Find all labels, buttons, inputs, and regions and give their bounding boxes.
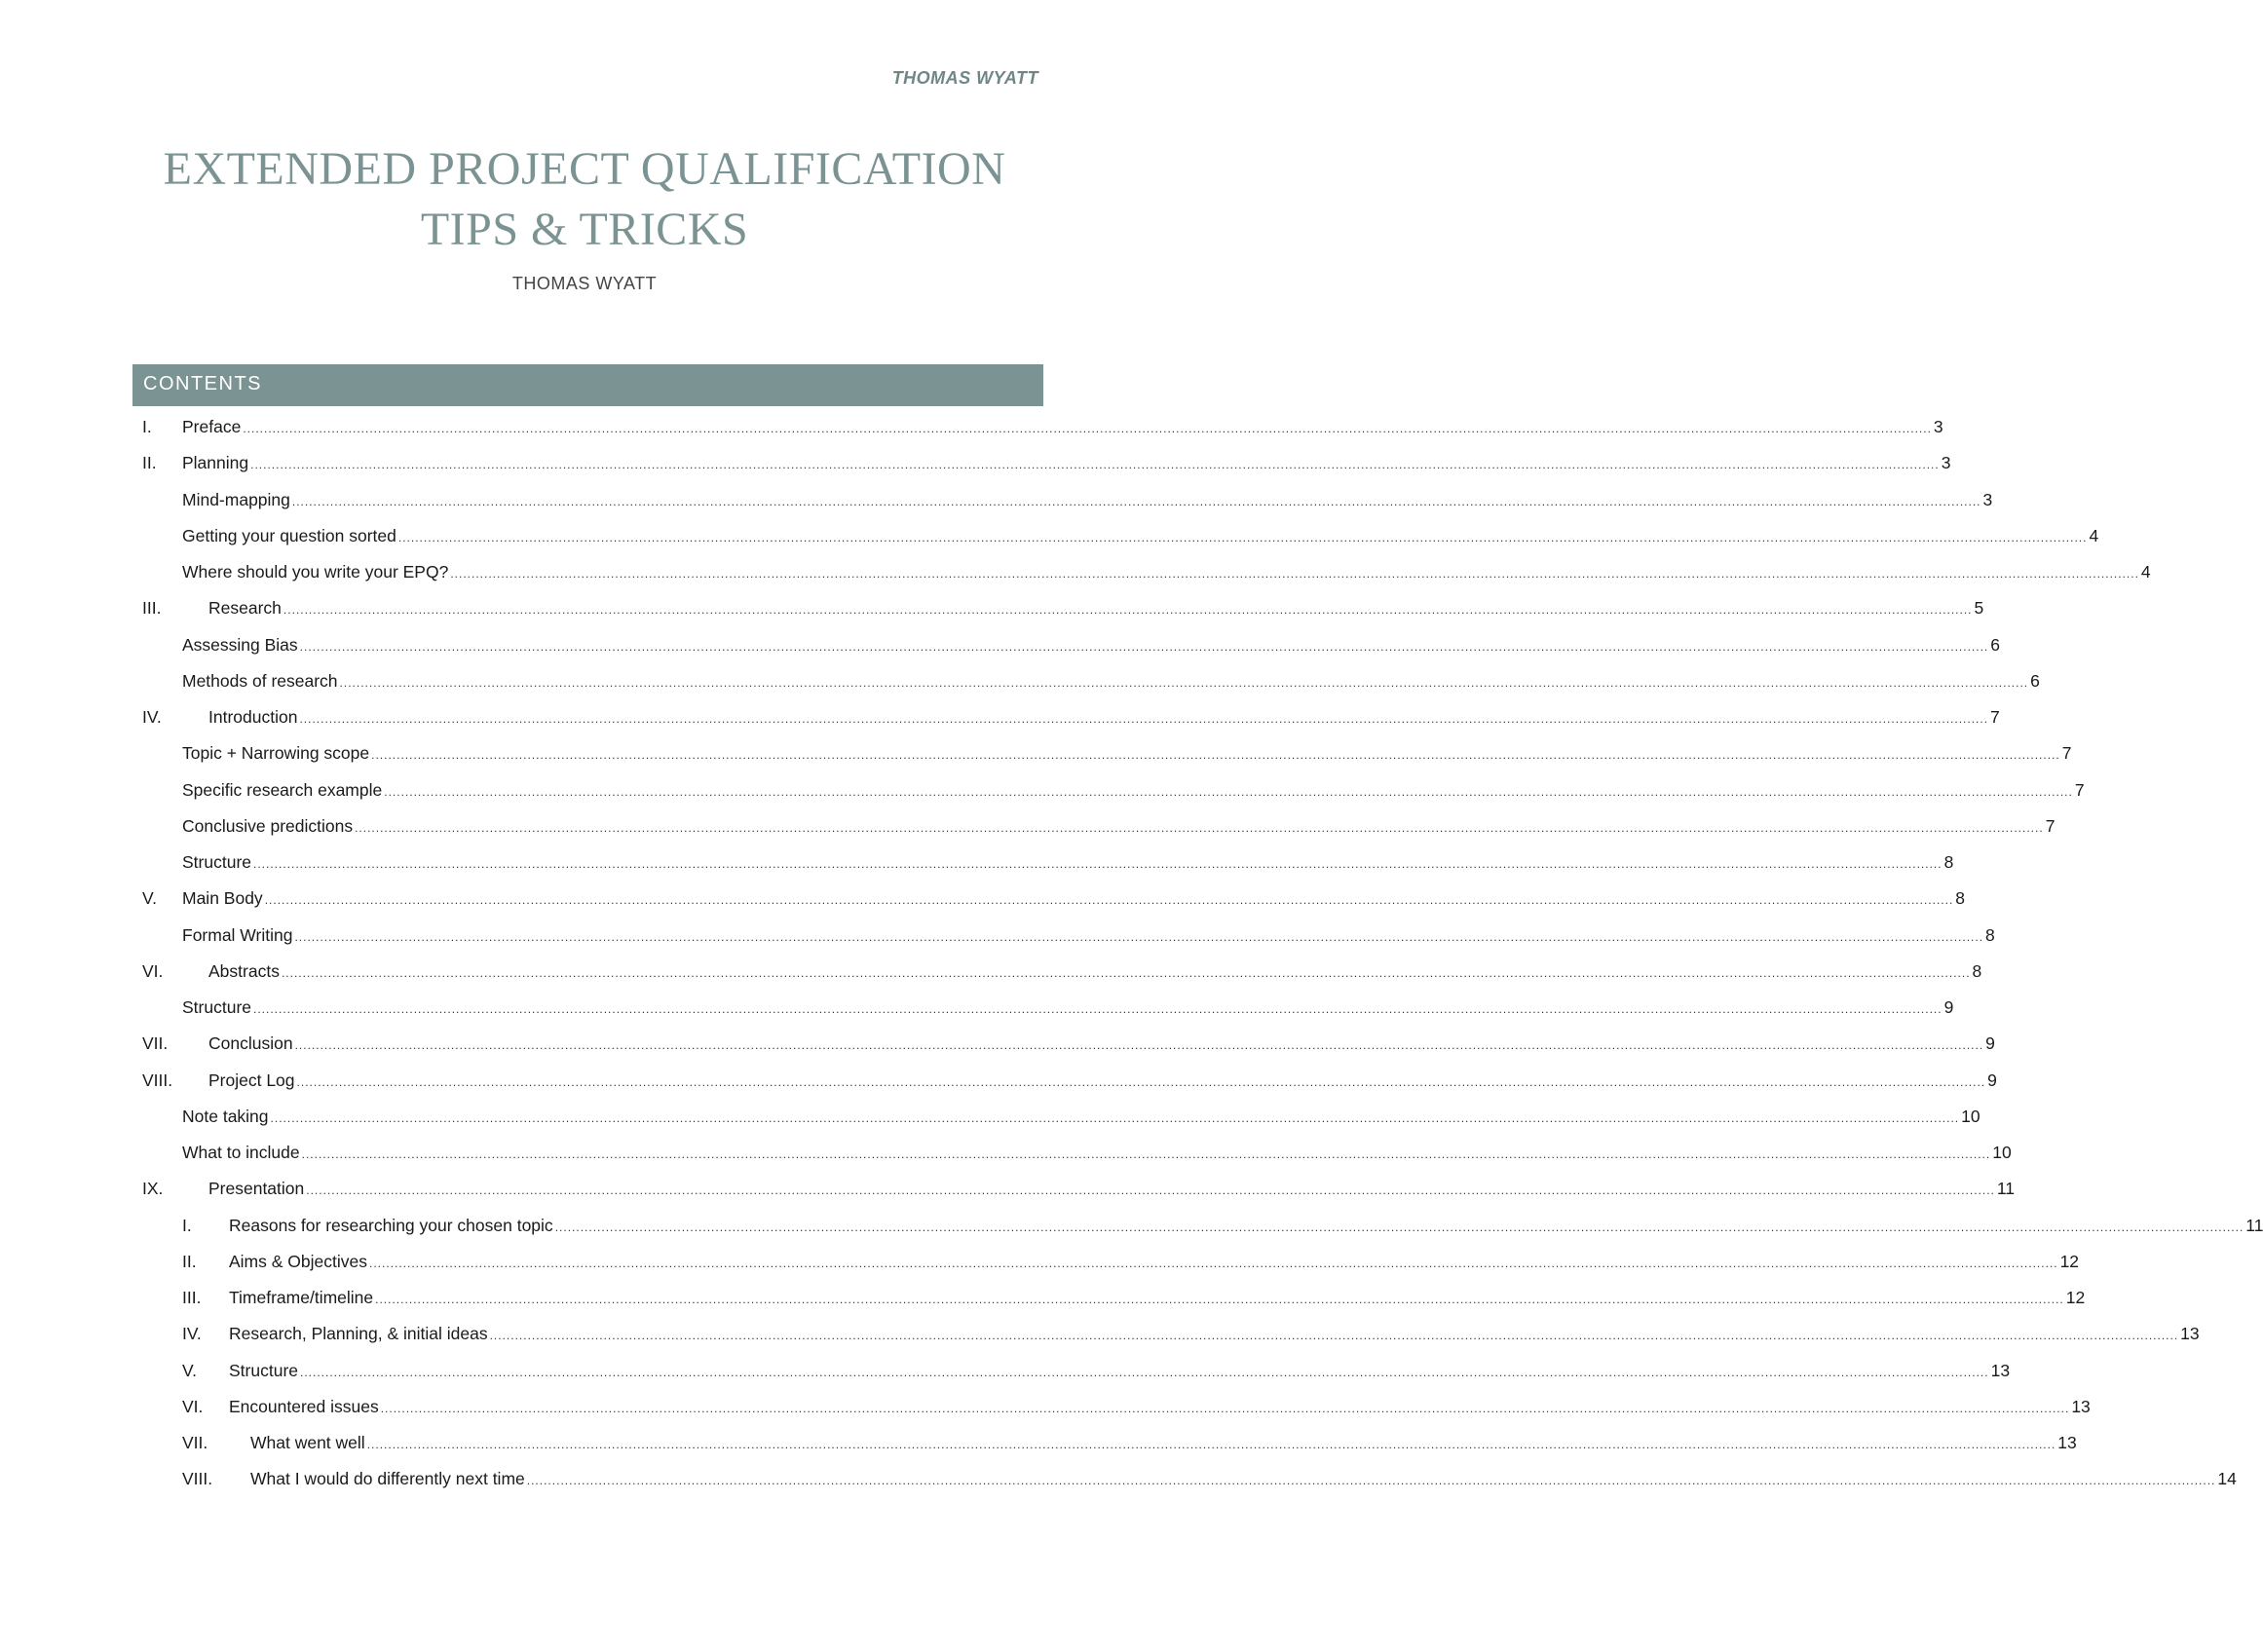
- toc-entry[interactable]: [0, 808, 2056, 845]
- toc-entry-page-number: 3: [1941, 453, 1951, 473]
- table-of-contents: [0, 409, 2263, 1498]
- contents-heading-bar: [132, 364, 1043, 406]
- toc-entry-number: II.: [142, 453, 157, 473]
- toc-dot-leader: ................................................................................................................................................................................................................................................................................................................................................................................................................: [281, 965, 1971, 980]
- toc-entry-line: [182, 562, 2151, 582]
- toc-dot-leader: ................................................................................................................................................................................................................................................................................................................................................................................................................: [243, 422, 1932, 435]
- toc-dot-leader: ................................................................................................................................................................................................................................................................................................................................................................................................................: [300, 1365, 1989, 1379]
- toc-entry-number: IX.: [142, 1179, 164, 1199]
- toc-dot-leader: ................................................................................................................................................................................................................................................................................................................................................................................................................: [294, 929, 1984, 944]
- toc-entry-label: Conclusive predictions: [182, 815, 354, 836]
- toc-entry[interactable]: [0, 1063, 1997, 1099]
- toc-dot-leader: ................................................................................................................................................................................................................................................................................................................................................................................................................: [299, 639, 1989, 654]
- toc-entry-line: [182, 924, 1995, 946]
- toc-entry-number: V.: [182, 1360, 197, 1380]
- toc-entry-number: VII.: [142, 1033, 169, 1054]
- toc-dot-leader: ................................................................................................................................................................................................................................................................................................................................................................................................................: [384, 784, 2073, 799]
- toc-entry-page-number: 13: [2071, 1396, 2091, 1416]
- toc-entry-line: [182, 852, 1954, 873]
- toc-entry-line: [229, 1396, 2091, 1417]
- toc-entry-label: What went well: [250, 1433, 365, 1452]
- toc-entry[interactable]: [0, 1316, 2200, 1352]
- toc-entry[interactable]: [0, 1389, 2091, 1425]
- toc-entry-number: VIII.: [182, 1469, 213, 1489]
- toc-entry-page-number: 10: [1992, 1143, 2012, 1162]
- toc-entry-label: Methods of research: [182, 670, 338, 691]
- toc-entry-page-number: 3: [1982, 489, 1993, 509]
- toc-entry-label: What to include: [182, 1143, 300, 1162]
- toc-entry-page-number: 6: [1990, 634, 2000, 655]
- toc-entry-page-number: 13: [1990, 1360, 2011, 1380]
- toc-entry[interactable]: [0, 1099, 1980, 1135]
- running-header-author: THOMAS WYATT: [891, 68, 1038, 88]
- toc-entry-line: [182, 670, 2040, 692]
- toc-entry-label: What I would do differently next time: [250, 1469, 525, 1489]
- toc-entry-number: VII.: [182, 1433, 208, 1452]
- toc-entry-line: [182, 1143, 2012, 1163]
- toc-entry[interactable]: [0, 954, 1982, 990]
- toc-dot-leader: ................................................................................................................................................................................................................................................................................................................................................................................................................: [397, 530, 2088, 544]
- toc-entry[interactable]: [0, 1208, 2263, 1244]
- toc-dot-leader: ................................................................................................................................................................................................................................................................................................................................................................................................................: [450, 567, 2139, 581]
- toc-entry[interactable]: [0, 590, 1984, 626]
- toc-dot-leader: ................................................................................................................................................................................................................................................................................................................................................................................................................: [375, 1293, 2064, 1306]
- toc-entry-label: Getting your question sorted: [182, 525, 396, 545]
- toc-dot-leader: ................................................................................................................................................................................................................................................................................................................................................................................................................: [291, 494, 1981, 508]
- toc-entry-number: IV.: [142, 707, 162, 727]
- toc-entry[interactable]: [0, 627, 2000, 663]
- toc-entry-page-number: 8: [1955, 888, 1966, 909]
- toc-entry-page-number: 8: [1972, 960, 1982, 981]
- title-line-1: EXTENDED PROJECT QUALIFICATION: [163, 143, 1006, 195]
- toc-entry-line: [229, 1324, 2200, 1344]
- toc-entry-line: [182, 997, 1954, 1018]
- toc-dot-leader: ................................................................................................................................................................................................................................................................................................................................................................................................................: [355, 820, 2044, 835]
- toc-dot-leader: ................................................................................................................................................................................................................................................................................................................................................................................................................: [554, 1220, 2244, 1234]
- toc-entry-line: [208, 1070, 1997, 1091]
- document-title: [0, 139, 1169, 260]
- toc-dot-leader: ................................................................................................................................................................................................................................................................................................................................................................................................................: [339, 675, 2029, 690]
- toc-entry-line: [182, 1106, 1980, 1127]
- toc-entry-page-number: 7: [2061, 743, 2072, 764]
- toc-entry-page-number: 9: [1985, 1033, 1995, 1054]
- toc-entry-line: [229, 1288, 2086, 1308]
- toc-dot-leader: ................................................................................................................................................................................................................................................................................................................................................................................................................: [264, 893, 1954, 908]
- toc-entry-page-number: 3: [1933, 417, 1943, 436]
- toc-entry-page-number: 12: [2065, 1288, 2086, 1307]
- toc-entry-label: Planning: [182, 453, 249, 473]
- toc-entry-label: Encountered issues: [229, 1396, 379, 1416]
- toc-entry-line: [208, 707, 2000, 728]
- toc-entry[interactable]: [0, 1425, 2077, 1461]
- toc-entry-page-number: 5: [1974, 598, 1984, 619]
- toc-entry-line: [182, 743, 2072, 764]
- toc-dot-leader: ................................................................................................................................................................................................................................................................................................................................................................................................................: [294, 1038, 1984, 1053]
- toc-entry-label: Timeframe/timeline: [229, 1288, 374, 1307]
- toc-entry-label: Aims & Objectives: [229, 1251, 367, 1271]
- toc-entry[interactable]: [0, 554, 2151, 590]
- toc-entry-page-number: 11: [2245, 1215, 2263, 1235]
- toc-entry-page-number: 7: [2074, 779, 2085, 800]
- toc-entry-label: Preface: [182, 417, 242, 436]
- toc-entry[interactable]: [0, 409, 1943, 445]
- toc-entry-page-number: 8: [1943, 852, 1954, 872]
- toc-entry[interactable]: [0, 699, 2000, 735]
- toc-entry-line: [229, 1215, 2263, 1236]
- toc-entry[interactable]: [0, 772, 2085, 808]
- toc-dot-leader: ................................................................................................................................................................................................................................................................................................................................................................................................................: [299, 712, 1989, 726]
- toc-entry-line: [182, 815, 2056, 837]
- toc-dot-leader: ................................................................................................................................................................................................................................................................................................................................................................................................................: [296, 1074, 1986, 1089]
- toc-entry[interactable]: [0, 1026, 1995, 1062]
- toc-entry-page-number: 14: [2217, 1469, 2237, 1489]
- toc-entry[interactable]: [0, 918, 1995, 954]
- toc-entry[interactable]: [0, 881, 1966, 917]
- toc-dot-leader: ................................................................................................................................................................................................................................................................................................................................................................................................................: [380, 1401, 2070, 1415]
- toc-entry-page-number: 4: [2140, 562, 2151, 582]
- toc-entry-label: Assessing Bias: [182, 634, 298, 655]
- toc-dot-leader: ................................................................................................................................................................................................................................................................................................................................................................................................................: [283, 603, 1973, 618]
- toc-entry[interactable]: [0, 1135, 2012, 1171]
- toc-entry-label: Reasons for researching your chosen topic: [229, 1215, 553, 1235]
- toc-entry-label: Formal Writing: [182, 924, 293, 945]
- toc-entry-label: Abstracts: [208, 960, 280, 981]
- toc-entry-page-number: 9: [1943, 997, 1954, 1017]
- toc-dot-leader: ................................................................................................................................................................................................................................................................................................................................................................................................................: [368, 1256, 2058, 1270]
- toc-entry-page-number: 7: [1990, 707, 2000, 727]
- toc-entry-label: Mind-mapping: [182, 489, 290, 509]
- toc-entry-page-number: 8: [1985, 924, 1995, 945]
- toc-entry-number: VI.: [142, 960, 164, 981]
- toc-entry-line: [182, 489, 1993, 510]
- toc-entry-line: [208, 1179, 2016, 1199]
- toc-entry-line: [182, 417, 1943, 437]
- toc-entry[interactable]: [0, 445, 1951, 481]
- toc-entry-label: Note taking: [182, 1106, 269, 1126]
- toc-dot-leader: ................................................................................................................................................................................................................................................................................................................................................................................................................: [306, 1183, 1995, 1198]
- toc-entry-number: IV.: [182, 1324, 202, 1344]
- toc-entry-page-number: 4: [2089, 525, 2099, 545]
- toc-entry[interactable]: [0, 482, 1993, 518]
- toc-entry-number: I.: [142, 417, 152, 436]
- toc-entry[interactable]: [0, 1353, 2011, 1389]
- toc-entry[interactable]: [0, 1461, 2237, 1497]
- toc-dot-leader: ................................................................................................................................................................................................................................................................................................................................................................................................................: [489, 1329, 2179, 1343]
- toc-entry-number: II.: [182, 1251, 197, 1271]
- toc-entry-label: Conclusion: [208, 1033, 293, 1054]
- document-author: THOMAS WYATT: [511, 274, 658, 293]
- toc-entry-label: Topic + Narrowing scope: [182, 743, 370, 764]
- toc-entry-page-number: 13: [2180, 1324, 2200, 1344]
- toc-entry-line: [208, 960, 1982, 982]
- toc-entry-line: [229, 1251, 2080, 1272]
- toc-dot-leader: ................................................................................................................................................................................................................................................................................................................................................................................................................: [270, 1110, 1960, 1125]
- toc-entry-page-number: 11: [1996, 1179, 2016, 1199]
- toc-entry-line: [208, 1033, 1995, 1054]
- toc-dot-leader: ................................................................................................................................................................................................................................................................................................................................................................................................................: [250, 458, 1940, 472]
- toc-entry-line: [182, 779, 2085, 801]
- toc-entry-line: [182, 453, 1951, 473]
- toc-entry[interactable]: [0, 518, 2099, 554]
- toc-entry-number: VIII.: [142, 1070, 173, 1090]
- toc-entry-line: [229, 1360, 2011, 1381]
- toc-entry-page-number: 9: [1987, 1070, 1997, 1090]
- toc-entry-page-number: 6: [2030, 670, 2040, 691]
- toc-entry-number: V.: [142, 888, 157, 909]
- toc-entry-line: [182, 525, 2099, 546]
- toc-entry[interactable]: [0, 663, 2040, 699]
- toc-entry-line: [250, 1433, 2077, 1453]
- toc-entry-line: [182, 888, 1966, 909]
- toc-dot-leader: ................................................................................................................................................................................................................................................................................................................................................................................................................: [366, 1438, 2056, 1451]
- toc-entry-label: Structure: [182, 852, 251, 872]
- toc-dot-leader: ................................................................................................................................................................................................................................................................................................................................................................................................................: [301, 1147, 1991, 1161]
- toc-dot-leader: ................................................................................................................................................................................................................................................................................................................................................................................................................: [253, 857, 1942, 871]
- toc-entry-label: Research: [208, 598, 282, 619]
- toc-entry-line: [250, 1469, 2237, 1489]
- toc-entry-page-number: 7: [2045, 815, 2056, 836]
- toc-entry-label: Where should you write your EPQ?: [182, 562, 449, 582]
- toc-entry-number: III.: [182, 1288, 202, 1307]
- toc-dot-leader: ................................................................................................................................................................................................................................................................................................................................................................................................................: [253, 1002, 1942, 1016]
- contents-heading: CONTENTS: [143, 373, 262, 394]
- toc-entry-page-number: 10: [1961, 1106, 1980, 1126]
- toc-entry-page-number: 12: [2059, 1251, 2080, 1271]
- toc-entry-number: III.: [142, 598, 162, 619]
- toc-entry-number: I.: [182, 1215, 192, 1235]
- toc-entry-label: Introduction: [208, 707, 298, 727]
- toc-entry-label: Structure: [229, 1360, 298, 1380]
- toc-entry[interactable]: [0, 1171, 2016, 1207]
- toc-entry[interactable]: [0, 1280, 2086, 1316]
- toc-entry-line: [182, 634, 2000, 656]
- title-line-2: TIPS & TRICKS: [420, 204, 749, 255]
- toc-dot-leader: ................................................................................................................................................................................................................................................................................................................................................................................................................: [371, 748, 2060, 763]
- toc-entry-page-number: 13: [2057, 1433, 2077, 1452]
- toc-entry-line: [208, 598, 1984, 619]
- toc-dot-leader: ................................................................................................................................................................................................................................................................................................................................................................................................................: [526, 1474, 2216, 1488]
- toc-entry-label: Main Body: [182, 888, 263, 909]
- toc-entry-label: Research, Planning, & initial ideas: [229, 1324, 488, 1344]
- toc-entry-label: Presentation: [208, 1179, 305, 1199]
- toc-entry[interactable]: [0, 845, 1954, 881]
- toc-entry[interactable]: [0, 735, 2072, 771]
- toc-entry-label: Structure: [182, 997, 251, 1017]
- toc-entry-number: VI.: [182, 1396, 204, 1416]
- toc-entry-label: Specific research example: [182, 779, 383, 800]
- toc-entry[interactable]: [0, 1244, 2080, 1280]
- toc-entry[interactable]: [0, 990, 1954, 1026]
- toc-entry-label: Project Log: [208, 1070, 295, 1090]
